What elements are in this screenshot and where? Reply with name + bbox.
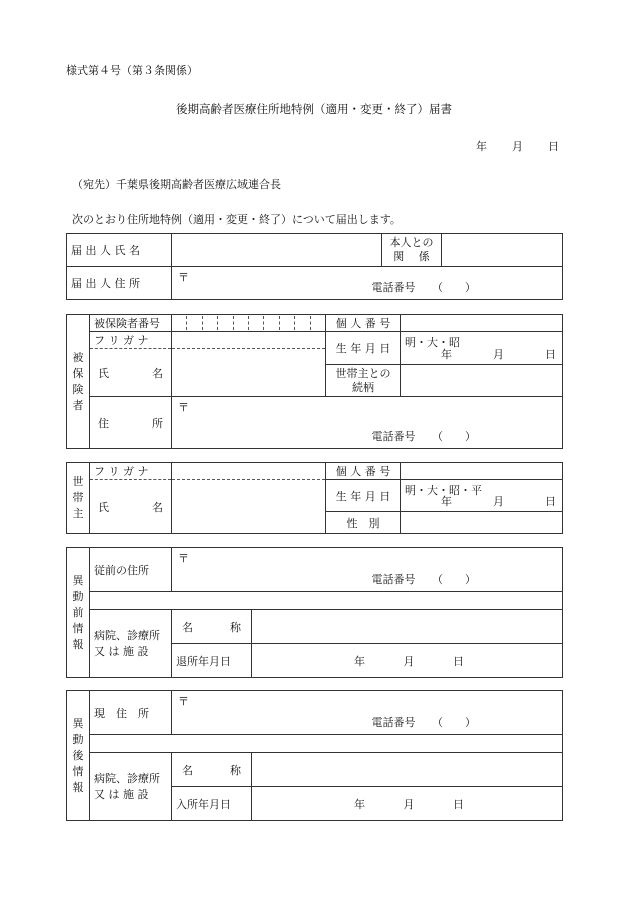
notifier-address-field[interactable] bbox=[172, 267, 563, 300]
prev-address-field[interactable] bbox=[172, 548, 563, 592]
after-facility-name-field[interactable] bbox=[252, 753, 563, 787]
notifier-name-label: 届 出 人 氏 名 bbox=[67, 234, 172, 267]
before-facility-name-label: 名 称 bbox=[172, 610, 252, 644]
after-facility-label: 病院、診療所 又 は 施 設 bbox=[90, 753, 172, 821]
insured-furigana-field[interactable] bbox=[172, 332, 326, 349]
admission-date-label: 入所年月日 bbox=[172, 787, 252, 821]
phone-label: 電話番号 （ ） bbox=[371, 281, 476, 294]
insured-relationship-field[interactable] bbox=[401, 365, 563, 397]
prev-address-extra-field[interactable] bbox=[90, 592, 563, 610]
after-facility-name-label: 名 称 bbox=[172, 753, 252, 787]
insured-my-number-field[interactable] bbox=[401, 315, 563, 332]
date-month-label: 月 bbox=[512, 140, 523, 153]
relation-label: 本人との 関 係 bbox=[382, 234, 442, 267]
discharge-date-field[interactable]: 年 月 日 bbox=[252, 644, 563, 678]
current-address-field[interactable] bbox=[172, 691, 563, 735]
insured-name-label: 氏 名 bbox=[90, 349, 172, 397]
insured-number-field[interactable] bbox=[172, 315, 326, 332]
before-section-label: 異 動 前 情 報 bbox=[67, 548, 90, 678]
householder-furigana-label: フ リ ガ ナ bbox=[90, 463, 172, 480]
householder-birthdate-field[interactable]: 明・大・昭・平 年 月 日 bbox=[401, 480, 563, 512]
insured-furigana-label: フ リ ガ ナ bbox=[90, 332, 172, 349]
insured-address-field[interactable] bbox=[172, 397, 563, 449]
notifier-name-field[interactable] bbox=[172, 234, 382, 267]
intro-text: 次のとおり住所地特例（適用・変更・終了）について届出します。 bbox=[72, 213, 401, 226]
before-facility-label: 病院、診療所 又 は 施 設 bbox=[90, 610, 172, 678]
insured-section-label: 被 保 険 者 bbox=[67, 315, 90, 449]
phone-label: 電話番号 （ ） bbox=[371, 430, 476, 443]
date-year-label: 年 bbox=[476, 140, 487, 153]
prev-address-label: 従前の住所 bbox=[90, 548, 172, 592]
insured-birthdate-label: 生 年 月 日 bbox=[326, 332, 401, 365]
notifier-address-label: 届 出 人 住 所 bbox=[67, 267, 172, 300]
form-number: 様式第４号（第３条関係） bbox=[66, 64, 198, 77]
insured-relationship-label: 世帯主との 続柄 bbox=[326, 365, 401, 397]
current-address-extra-field[interactable] bbox=[90, 735, 563, 753]
householder-gender-field[interactable] bbox=[401, 512, 563, 534]
insured-name-field[interactable] bbox=[172, 349, 326, 397]
zip-mark: 〒 bbox=[178, 552, 189, 565]
phone-label: 電話番号 （ ） bbox=[371, 716, 476, 729]
date-day-label: 日 bbox=[548, 140, 559, 153]
form-title: 後期高齢者医療住所地特例（適用・変更・終了）届書 bbox=[176, 102, 452, 116]
insured-my-number-label: 個 人 番 号 bbox=[326, 315, 401, 332]
householder-furigana-field[interactable] bbox=[172, 463, 326, 480]
householder-birthdate-label: 生 年 月 日 bbox=[326, 480, 401, 512]
householder-era: 明・大・昭・平 bbox=[405, 484, 482, 497]
notifier-table bbox=[66, 233, 563, 300]
insured-era: 明・大・昭 bbox=[405, 336, 460, 349]
insured-address-label: 住 所 bbox=[90, 397, 172, 449]
phone-label: 電話番号 （ ） bbox=[371, 573, 476, 586]
householder-table bbox=[66, 462, 563, 534]
discharge-date-label: 退所年月日 bbox=[172, 644, 252, 678]
householder-name-label: 氏 名 bbox=[90, 480, 172, 534]
householder-my-number-label: 個 人 番 号 bbox=[326, 463, 401, 480]
householder-section-label: 世 帯 主 bbox=[67, 463, 90, 534]
householder-gender-label: 性 別 bbox=[326, 512, 401, 534]
insured-number-label: 被保険者番号 bbox=[90, 315, 172, 332]
zip-mark: 〒 bbox=[178, 695, 189, 708]
insured-table bbox=[66, 314, 563, 449]
householder-my-number-field[interactable] bbox=[401, 463, 563, 480]
relation-field[interactable] bbox=[442, 234, 563, 267]
after-move-table bbox=[66, 690, 563, 821]
householder-name-field[interactable] bbox=[172, 480, 326, 534]
zip-mark: 〒 bbox=[178, 271, 189, 284]
zip-mark: 〒 bbox=[178, 401, 189, 414]
insured-birthdate-field[interactable]: 明・大・昭 年 月 日 bbox=[401, 332, 563, 365]
current-address-label: 現 住 所 bbox=[90, 691, 172, 735]
before-move-table bbox=[66, 547, 563, 678]
admission-date-field[interactable]: 年 月 日 bbox=[252, 787, 563, 821]
after-section-label: 異 動 後 情 報 bbox=[67, 691, 90, 821]
addressee: （宛先）千葉県後期高齢者医療広域連合長 bbox=[72, 178, 281, 191]
before-facility-name-field[interactable] bbox=[252, 610, 563, 644]
